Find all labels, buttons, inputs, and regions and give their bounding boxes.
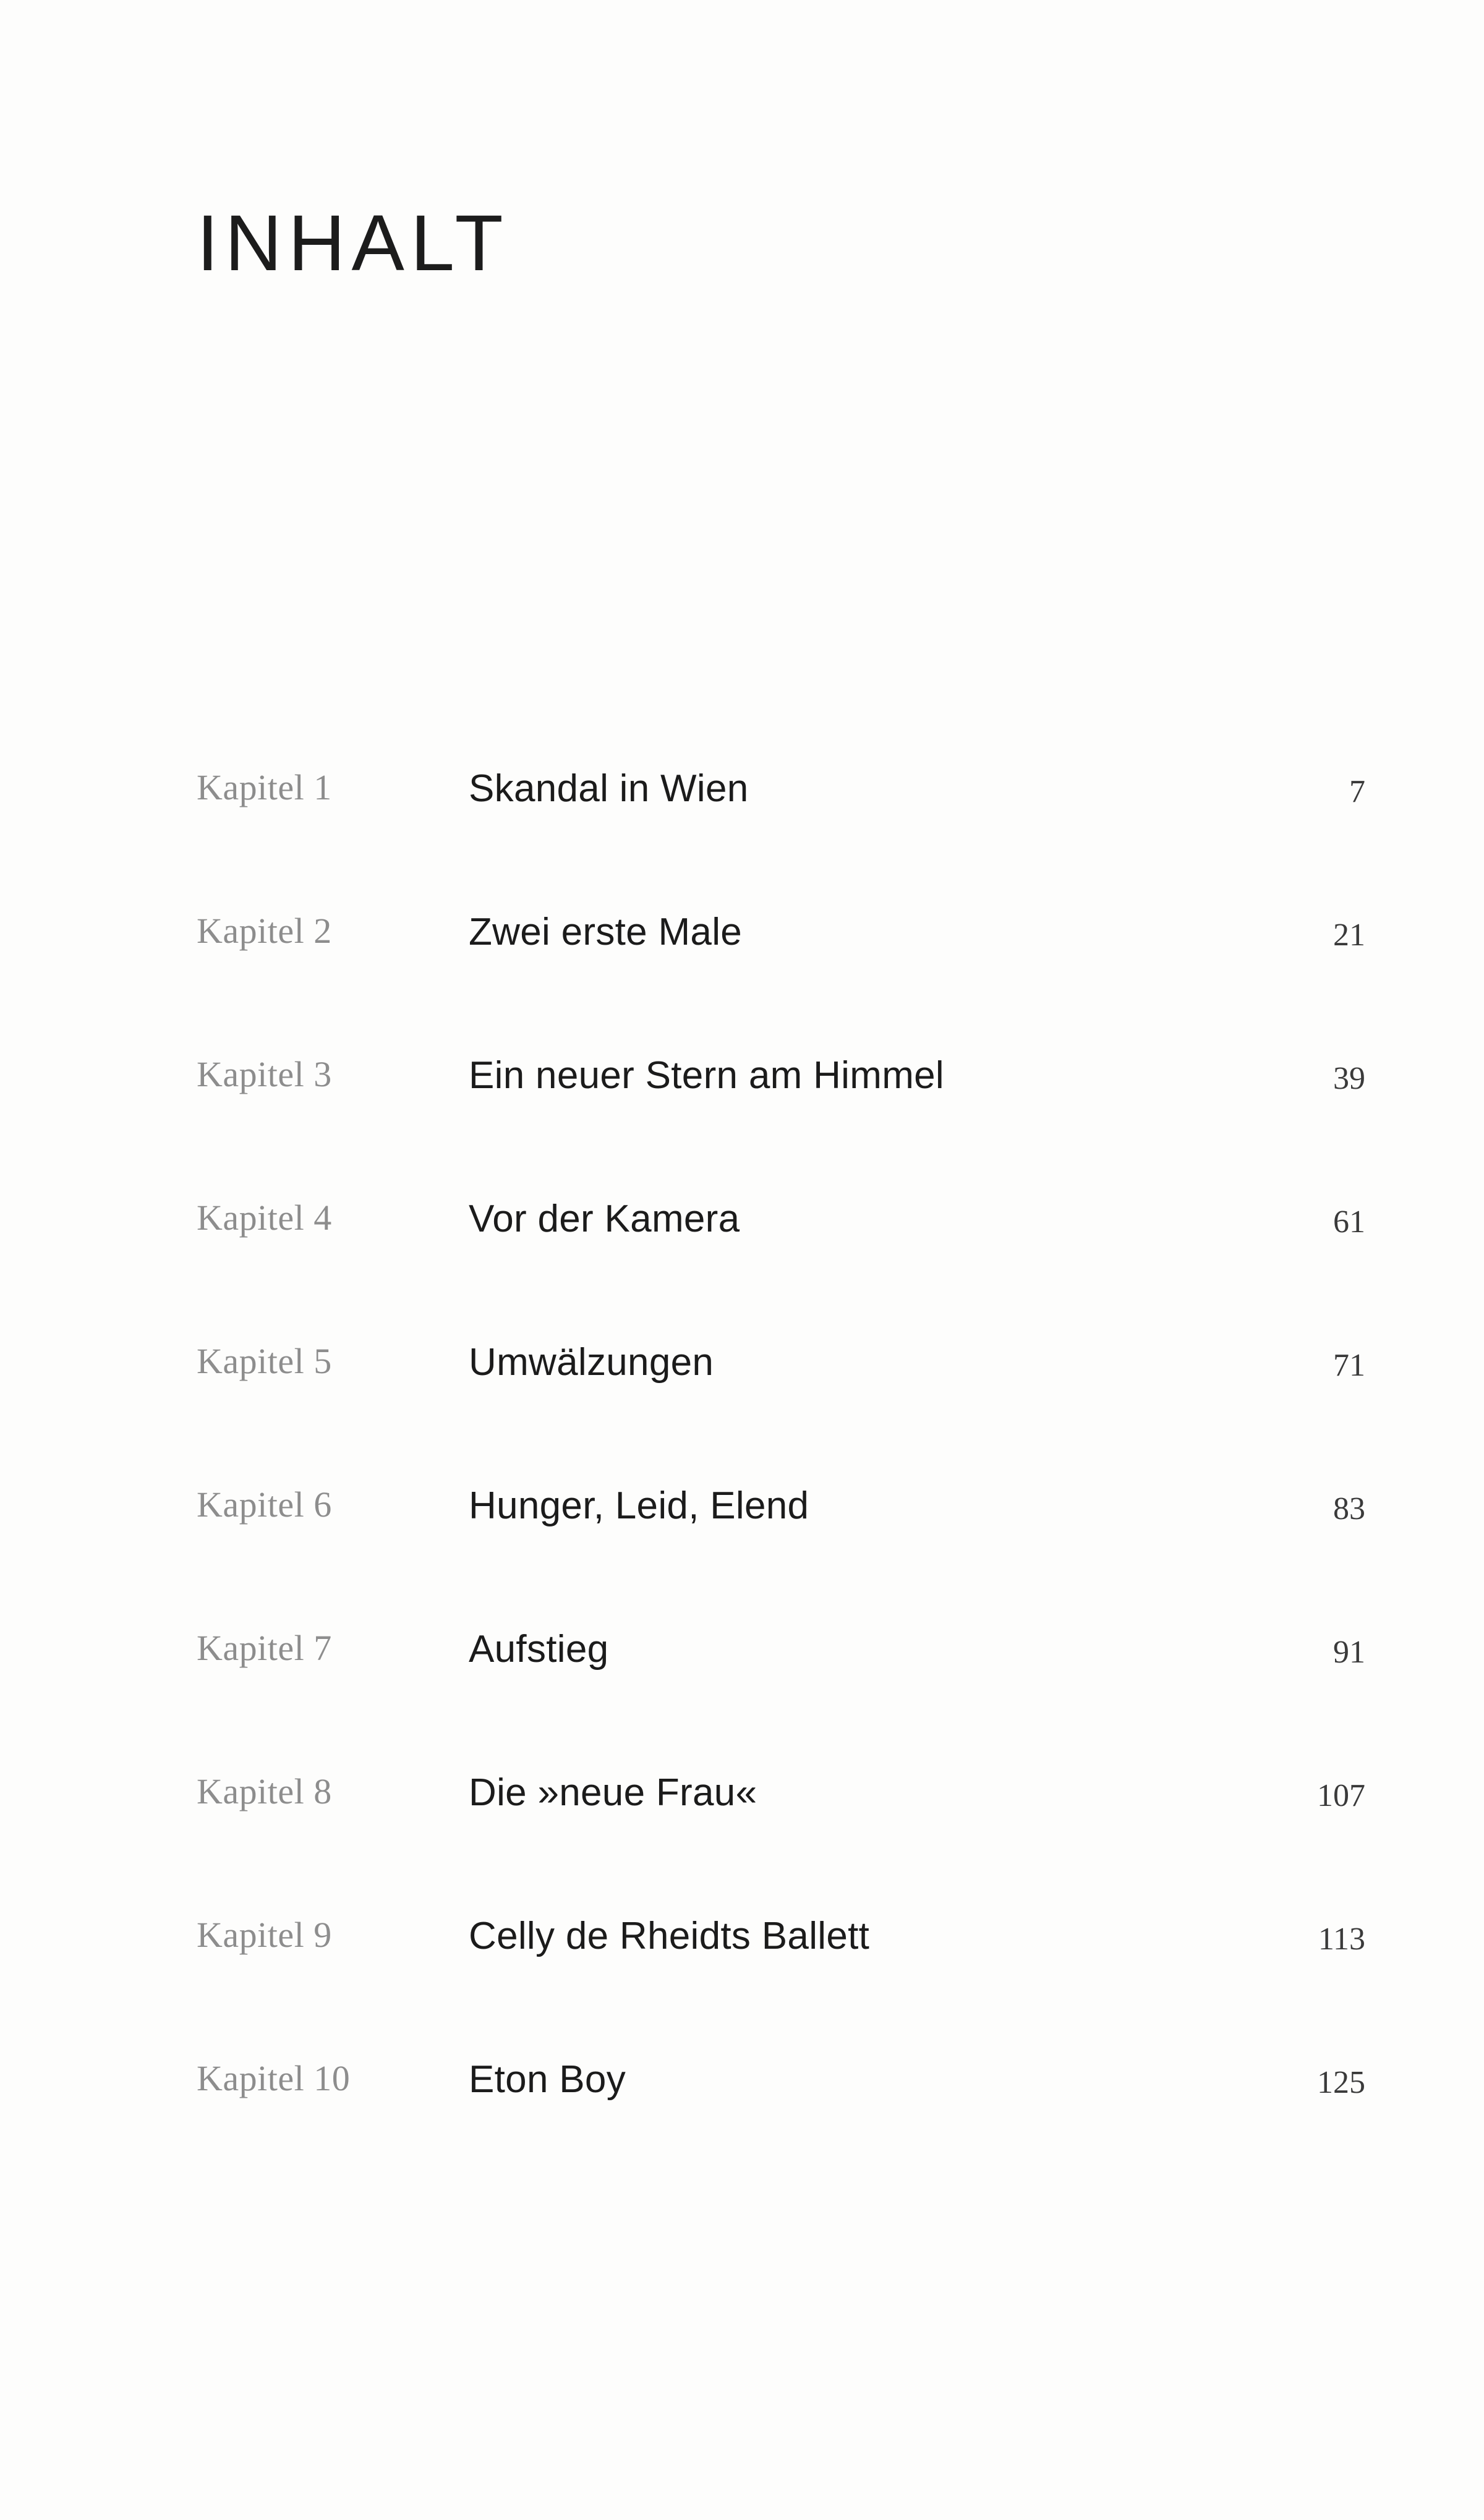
toc-entry[interactable] — [197, 1054, 1365, 1200]
toc-entry[interactable] — [197, 1917, 1365, 2061]
toc-chapter-label: Kapitel 7 — [197, 1628, 332, 1668]
toc-entry-title: Aufstieg — [469, 1628, 609, 1671]
toc-entry[interactable] — [197, 1484, 1365, 1630]
toc-chapter-label: Kapitel 3 — [197, 1054, 332, 1094]
toc-entry[interactable] — [197, 767, 1365, 913]
toc-entry-title: Zwei erste Male — [469, 911, 743, 953]
toc-chapter-label: Kapitel 6 — [197, 1484, 332, 1525]
toc-entry[interactable] — [197, 1771, 1365, 1917]
toc-chapter-label: Kapitel 2 — [197, 911, 332, 951]
toc-page-number: 61 — [1333, 1204, 1365, 1240]
toc-entry-title: Die »neue Frau« — [469, 1771, 757, 1814]
toc-entry-title: Skandal in Wien — [469, 767, 749, 810]
toc-entry-title: Vor der Kamera — [469, 1198, 740, 1240]
toc-entry-title: Umwälzungen — [469, 1341, 714, 1384]
toc-chapter-label: Kapitel 9 — [197, 1915, 332, 1955]
toc-page-number: 113 — [1318, 1922, 1365, 1957]
toc-entry[interactable] — [197, 1343, 1365, 1487]
toc-page-number: 125 — [1317, 2065, 1365, 2100]
table-of-contents — [197, 767, 1365, 2204]
toc-entry-title: Celly de Rheidts Ballett — [469, 1915, 870, 1957]
toc-entry[interactable] — [197, 2058, 1365, 2204]
page-title: INHALT — [197, 199, 510, 287]
toc-page-number: 7 — [1349, 774, 1365, 809]
toc-page-number: 107 — [1317, 1778, 1365, 1813]
toc-page-number: 83 — [1333, 1491, 1365, 1526]
toc-entry-title: Hunger, Leid, Elend — [469, 1484, 809, 1527]
toc-chapter-label: Kapitel 4 — [197, 1198, 332, 1238]
toc-entry-title: Ein neuer Stern am Himmel — [469, 1054, 944, 1097]
toc-page-number: 91 — [1333, 1635, 1365, 1670]
toc-chapter-label: Kapitel 5 — [197, 1341, 332, 1381]
toc-page-number: 71 — [1333, 1348, 1365, 1383]
toc-chapter-label: Kapitel 10 — [197, 2058, 351, 2098]
toc-page-number: 39 — [1333, 1061, 1365, 1096]
toc-entry[interactable] — [197, 1200, 1365, 1343]
toc-chapter-label: Kapitel 1 — [197, 767, 332, 807]
toc-chapter-label: Kapitel 8 — [197, 1771, 332, 1811]
toc-entry[interactable] — [197, 1630, 1365, 1774]
toc-page-number: 21 — [1333, 917, 1365, 953]
toc-entry-title: Eton Boy — [469, 2058, 626, 2101]
toc-entry[interactable] — [197, 913, 1365, 1057]
